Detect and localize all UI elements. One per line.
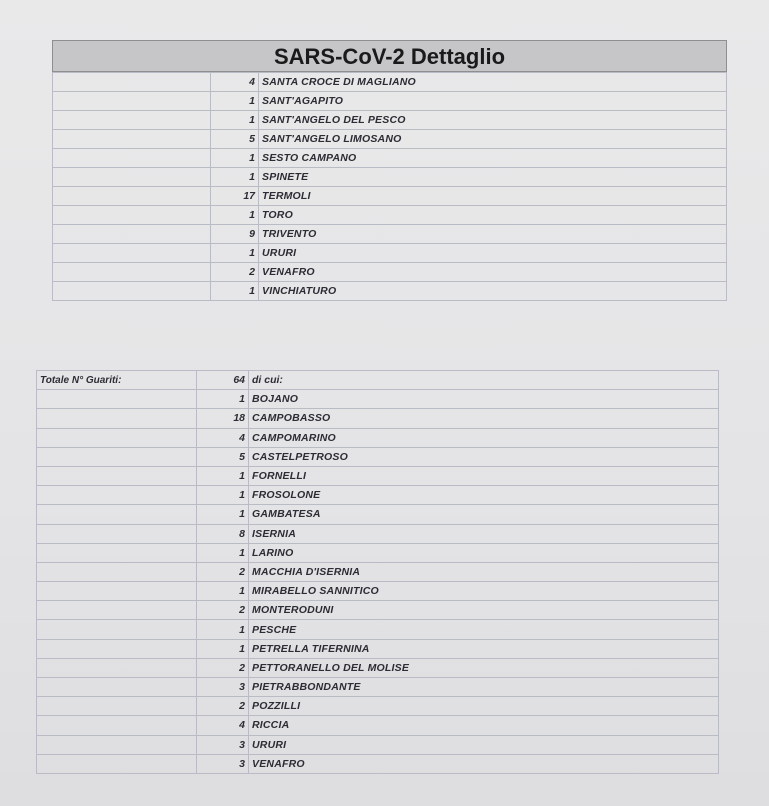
row-count: 1: [211, 111, 259, 130]
row-place: LARINO: [249, 543, 719, 562]
table-row: [37, 466, 719, 485]
table-row: [37, 678, 719, 697]
row-blank-cell: [37, 505, 197, 524]
row-blank-cell: [37, 658, 197, 677]
table-row: [37, 735, 719, 754]
row-count: 17: [211, 187, 259, 206]
detail-table-body: [53, 73, 727, 301]
row-count: 1: [197, 582, 249, 601]
row-place: FORNELLI: [249, 466, 719, 485]
row-blank-cell: [37, 486, 197, 505]
table-row: [53, 92, 727, 111]
recovered-table: [36, 370, 719, 774]
detail-table: [52, 40, 727, 301]
table-row: [37, 601, 719, 620]
row-count: 4: [197, 716, 249, 735]
table-row: [53, 225, 727, 244]
row-count: 1: [197, 639, 249, 658]
row-count: 2: [197, 601, 249, 620]
row-blank-cell: [37, 447, 197, 466]
row-count: 3: [197, 754, 249, 773]
row-blank-cell: [53, 168, 211, 187]
row-place: BOJANO: [249, 390, 719, 409]
row-count: 4: [197, 428, 249, 447]
row-blank-cell: [37, 735, 197, 754]
table-row: [37, 754, 719, 773]
table-row: [37, 409, 719, 428]
row-blank-cell: [53, 130, 211, 149]
table-row: [37, 390, 719, 409]
recovered-total-row: [37, 371, 719, 390]
row-place: SANTA CROCE DI MAGLIANO: [259, 73, 727, 92]
row-blank-cell: [37, 697, 197, 716]
row-blank-cell: [53, 225, 211, 244]
row-count: 2: [211, 263, 259, 282]
row-blank-cell: [37, 716, 197, 735]
row-place: URURI: [249, 735, 719, 754]
table-row: [37, 658, 719, 677]
row-blank-cell: [37, 562, 197, 581]
recovered-total-suffix: di cui:: [249, 371, 719, 390]
recovered-total-label: Totale N° Guariti:: [37, 371, 197, 390]
row-count: 18: [197, 409, 249, 428]
row-blank-cell: [37, 543, 197, 562]
recovered-table-body: [37, 371, 719, 774]
table-row: [37, 620, 719, 639]
table-row: [37, 716, 719, 735]
row-count: 1: [211, 244, 259, 263]
row-count: 2: [197, 697, 249, 716]
row-place: SPINETE: [259, 168, 727, 187]
row-place: TORO: [259, 206, 727, 225]
table-row: [37, 697, 719, 716]
row-blank-cell: [37, 428, 197, 447]
row-count: 1: [197, 543, 249, 562]
row-count: 4: [211, 73, 259, 92]
row-place: GAMBATESA: [249, 505, 719, 524]
row-count: 1: [197, 466, 249, 485]
row-place: PETRELLA TIFERNINA: [249, 639, 719, 658]
row-place: TERMOLI: [259, 187, 727, 206]
row-count: 1: [197, 620, 249, 639]
row-count: 1: [197, 505, 249, 524]
row-count: 1: [211, 92, 259, 111]
row-blank-cell: [37, 601, 197, 620]
table-row: [53, 244, 727, 263]
table-row: [37, 639, 719, 658]
row-blank-cell: [53, 149, 211, 168]
row-place: PETTORANELLO DEL MOLISE: [249, 658, 719, 677]
table-title: SARS-CoV-2 Dettaglio: [52, 40, 727, 72]
row-blank-cell: [53, 206, 211, 225]
table-row: [53, 149, 727, 168]
row-place: CAMPOMARINO: [249, 428, 719, 447]
row-blank-cell: [53, 263, 211, 282]
row-place: MACCHIA D'ISERNIA: [249, 562, 719, 581]
row-count: 1: [197, 486, 249, 505]
row-count: 2: [197, 658, 249, 677]
row-place: CAMPOBASSO: [249, 409, 719, 428]
row-count: 8: [197, 524, 249, 543]
row-place: SANT'AGAPITO: [259, 92, 727, 111]
table-row: [37, 486, 719, 505]
row-blank-cell: [53, 282, 211, 301]
row-blank-cell: [37, 524, 197, 543]
row-blank-cell: [53, 92, 211, 111]
row-blank-cell: [37, 754, 197, 773]
table-row: [37, 562, 719, 581]
row-count: 1: [211, 168, 259, 187]
row-place: VENAFRO: [249, 754, 719, 773]
row-count: 1: [197, 390, 249, 409]
row-place: PESCHE: [249, 620, 719, 639]
row-count: 9: [211, 225, 259, 244]
table-row: [53, 206, 727, 225]
table-row: [53, 111, 727, 130]
row-blank-cell: [37, 582, 197, 601]
row-count: 1: [211, 282, 259, 301]
row-blank-cell: [53, 187, 211, 206]
row-place: ISERNIA: [249, 524, 719, 543]
row-place: POZZILLI: [249, 697, 719, 716]
table-row: [53, 187, 727, 206]
row-place: VENAFRO: [259, 263, 727, 282]
row-place: SESTO CAMPANO: [259, 149, 727, 168]
row-place: TRIVENTO: [259, 225, 727, 244]
recovered-total-count: 64: [197, 371, 249, 390]
table-row: [37, 543, 719, 562]
row-place: VINCHIATURO: [259, 282, 727, 301]
row-place: URURI: [259, 244, 727, 263]
row-place: PIETRABBONDANTE: [249, 678, 719, 697]
table-row: [53, 168, 727, 187]
table-row: [37, 428, 719, 447]
table-row: [53, 282, 727, 301]
row-place: RICCIA: [249, 716, 719, 735]
row-blank-cell: [37, 678, 197, 697]
row-blank-cell: [53, 73, 211, 92]
table-row: [37, 447, 719, 466]
row-count: 5: [197, 447, 249, 466]
row-blank-cell: [37, 390, 197, 409]
row-blank-cell: [37, 620, 197, 639]
row-place: MIRABELLO SANNITICO: [249, 582, 719, 601]
row-place: CASTELPETROSO: [249, 447, 719, 466]
table-row: [37, 524, 719, 543]
row-place: MONTERODUNI: [249, 601, 719, 620]
detail-table-grid: [52, 72, 727, 301]
table-row: [53, 263, 727, 282]
table-row: [37, 582, 719, 601]
row-count: 1: [211, 206, 259, 225]
table-row: [53, 73, 727, 92]
row-blank-cell: [37, 466, 197, 485]
row-blank-cell: [53, 111, 211, 130]
row-count: 3: [197, 678, 249, 697]
table-row: [53, 130, 727, 149]
row-place: FROSOLONE: [249, 486, 719, 505]
row-place: SANT'ANGELO LIMOSANO: [259, 130, 727, 149]
row-count: 3: [197, 735, 249, 754]
recovered-table-grid: [36, 370, 719, 774]
row-place: SANT'ANGELO DEL PESCO: [259, 111, 727, 130]
row-count: 2: [197, 562, 249, 581]
row-blank-cell: [37, 639, 197, 658]
row-count: 5: [211, 130, 259, 149]
row-blank-cell: [37, 409, 197, 428]
table-row: [37, 505, 719, 524]
row-blank-cell: [53, 244, 211, 263]
row-count: 1: [211, 149, 259, 168]
